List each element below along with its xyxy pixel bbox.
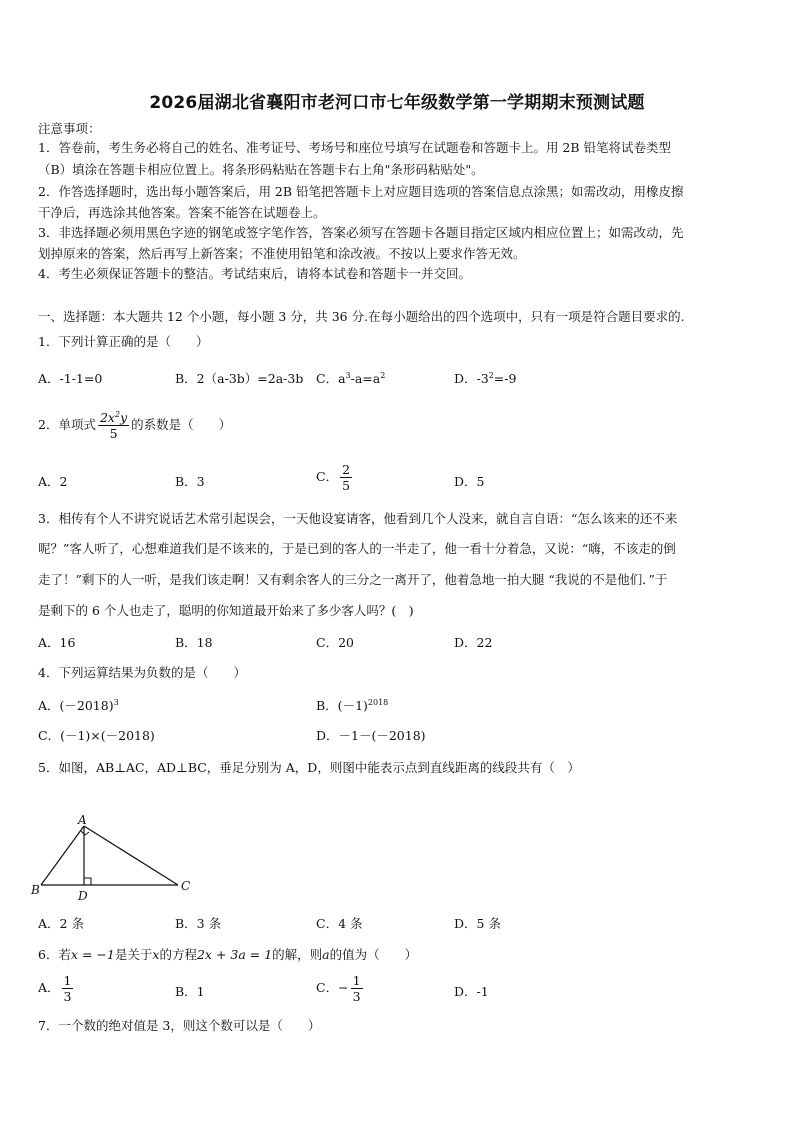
notice-line: （B）填涂在答题卡相应位置上。将条形码粘贴在答题卡右上角"条形码粘贴处"。: [38, 162, 484, 177]
fraction: $\frac{2}{5}$: [342, 462, 351, 493]
right-angle-mark-a: [81, 831, 89, 835]
vertex-label-b: B: [31, 883, 40, 897]
q1-option-c: C．$a^3-a=a^2$: [316, 370, 386, 386]
question-3-line: 呢？”客人听了，心想难道我们是不该来的，于是已到的客人的一半走了，他一看十分着急，又说：“嗨，不该走的倒: [38, 541, 676, 556]
question-4-stem: 4．下列运算结果为负数的是（ ）: [38, 665, 246, 680]
vertex-label-c: C: [181, 879, 191, 893]
q6-option-c: C．− $\frac{1}{3}$: [316, 973, 361, 1004]
notice-heading: 注意事项：: [38, 121, 101, 136]
q2-option-d: D．5: [454, 474, 485, 489]
notice-line: 3．非选择题必须用黑色字迹的钢笔或签字笔作答，答案必须写在答题卡各题目指定区域内相应位置上；如需改动，先: [38, 225, 684, 240]
q5-option-d: D．5 条: [454, 916, 501, 931]
question-7-stem: 7．一个数的绝对值是 3，则这个数可以是（ ）: [38, 1018, 321, 1033]
notice-line: 2．作答选择题时，选出每小题答案后，用 2B 铅笔把答题卡上对应题目选项的答案信息点涂黑；如需改动，用橡皮擦: [38, 184, 684, 199]
vertex-label-a: A: [78, 813, 87, 827]
segment-ab: [41, 826, 84, 885]
fraction: $\frac{1}{3}$: [352, 973, 361, 1004]
fraction: $\frac{1}{3}$: [63, 973, 72, 1004]
right-angle-mark-d: [84, 878, 91, 885]
q5-option-c: C．4 条: [316, 916, 363, 931]
triangle-figure: [30, 812, 210, 904]
vertex-label-d: D: [78, 889, 88, 903]
q3-option-a: A．16: [38, 635, 76, 650]
q2-option-c: C． $\frac{2}{5}$: [316, 462, 351, 493]
q2-option-a: A．2: [38, 474, 68, 489]
q4-option-c: C．(－1)×(－2018): [38, 728, 155, 743]
notice-line: 划掉原来的答案，然后再写上新答案；不准使用铅笔和涂改液。不按以上要求作答无效。: [38, 246, 526, 261]
q6-option-a: A． $\frac{1}{3}$: [38, 973, 72, 1004]
section-heading: 一、选择题：本大题共 12 个小题，每小题 3 分，共 36 分.在每小题给出的四个选项中，只有一项是符合题目要求的.: [38, 309, 685, 324]
notice-line: 干净后，再选涂其他答案。答案不能答在试题卷上。: [38, 205, 326, 220]
q6-option-b: B．1: [175, 984, 205, 999]
q4-option-a: A．$(-2018)^3$: [38, 697, 119, 713]
notice-line: 1．答卷前，考生务必将自己的姓名、准考证号、考场号和座位号填写在试题卷和答题卡上。用 2B 铅笔将试卷类型: [38, 140, 672, 155]
q1-option-b: B．2（a-3b）=2a-3b: [175, 371, 304, 386]
q5-option-b: B．3 条: [175, 916, 222, 931]
q3-option-c: C．20: [316, 635, 354, 650]
q4-option-b: B．$(-1)^{2018}$: [316, 697, 389, 713]
q2-option-b: B．3: [175, 474, 205, 489]
q3-option-b: B．18: [175, 635, 213, 650]
question-3-line: 3．相传有个人不讲究说话艺术常引起误会，一天他设宴请客，他看到几个人没来，就自言自语：“怎么该来的还不来: [38, 511, 678, 526]
q6-option-d: D．-1: [454, 984, 489, 999]
q1-option-d: D．$-3^2=-9$: [454, 370, 517, 386]
question-6-stem: 6．若x = −1是关于x的方程2x + 3a = 1的解，则a的值为（ ）: [38, 947, 418, 962]
q1-option-a: A．-1-1=0: [38, 371, 103, 386]
q5-option-a: A．2 条: [38, 916, 84, 931]
monomial-fraction: $\frac{2x^2y}{5}$: [99, 409, 128, 441]
notice-line: 4．考生必须保证答题卡的整洁。考试结束后，请将本试卷和答题卡一并交回。: [38, 266, 471, 281]
question-2-stem: 2．单项式 $\frac{2x^2y}{5}$ 的系数是（ ）: [38, 409, 232, 441]
page-title: 2026届湖北省襄阳市老河口市七年级数学第一学期期末预测试题: [149, 93, 645, 113]
question-3-line: 走了！”剩下的人一听，是我们该走啊！又有剩余客人的三分之一离开了，他着急地一拍大腿 “我说的不是他们．”于: [38, 572, 668, 587]
segment-ac: [84, 826, 178, 885]
question-1-stem: 1．下列计算正确的是（ ）: [38, 334, 209, 349]
question-5-stem: 5．如图，AB⊥AC，AD⊥BC，垂足分别为 A，D，则图中能表示点到直线距离的线段共有（ ）: [38, 760, 580, 775]
question-3-line: 是剩下的 6 个人也走了，聪明的你知道最开始来了多少客人吗？( ): [38, 603, 414, 618]
q3-option-d: D．22: [454, 635, 493, 650]
q4-option-d: D．－1－(－2018): [316, 728, 426, 743]
